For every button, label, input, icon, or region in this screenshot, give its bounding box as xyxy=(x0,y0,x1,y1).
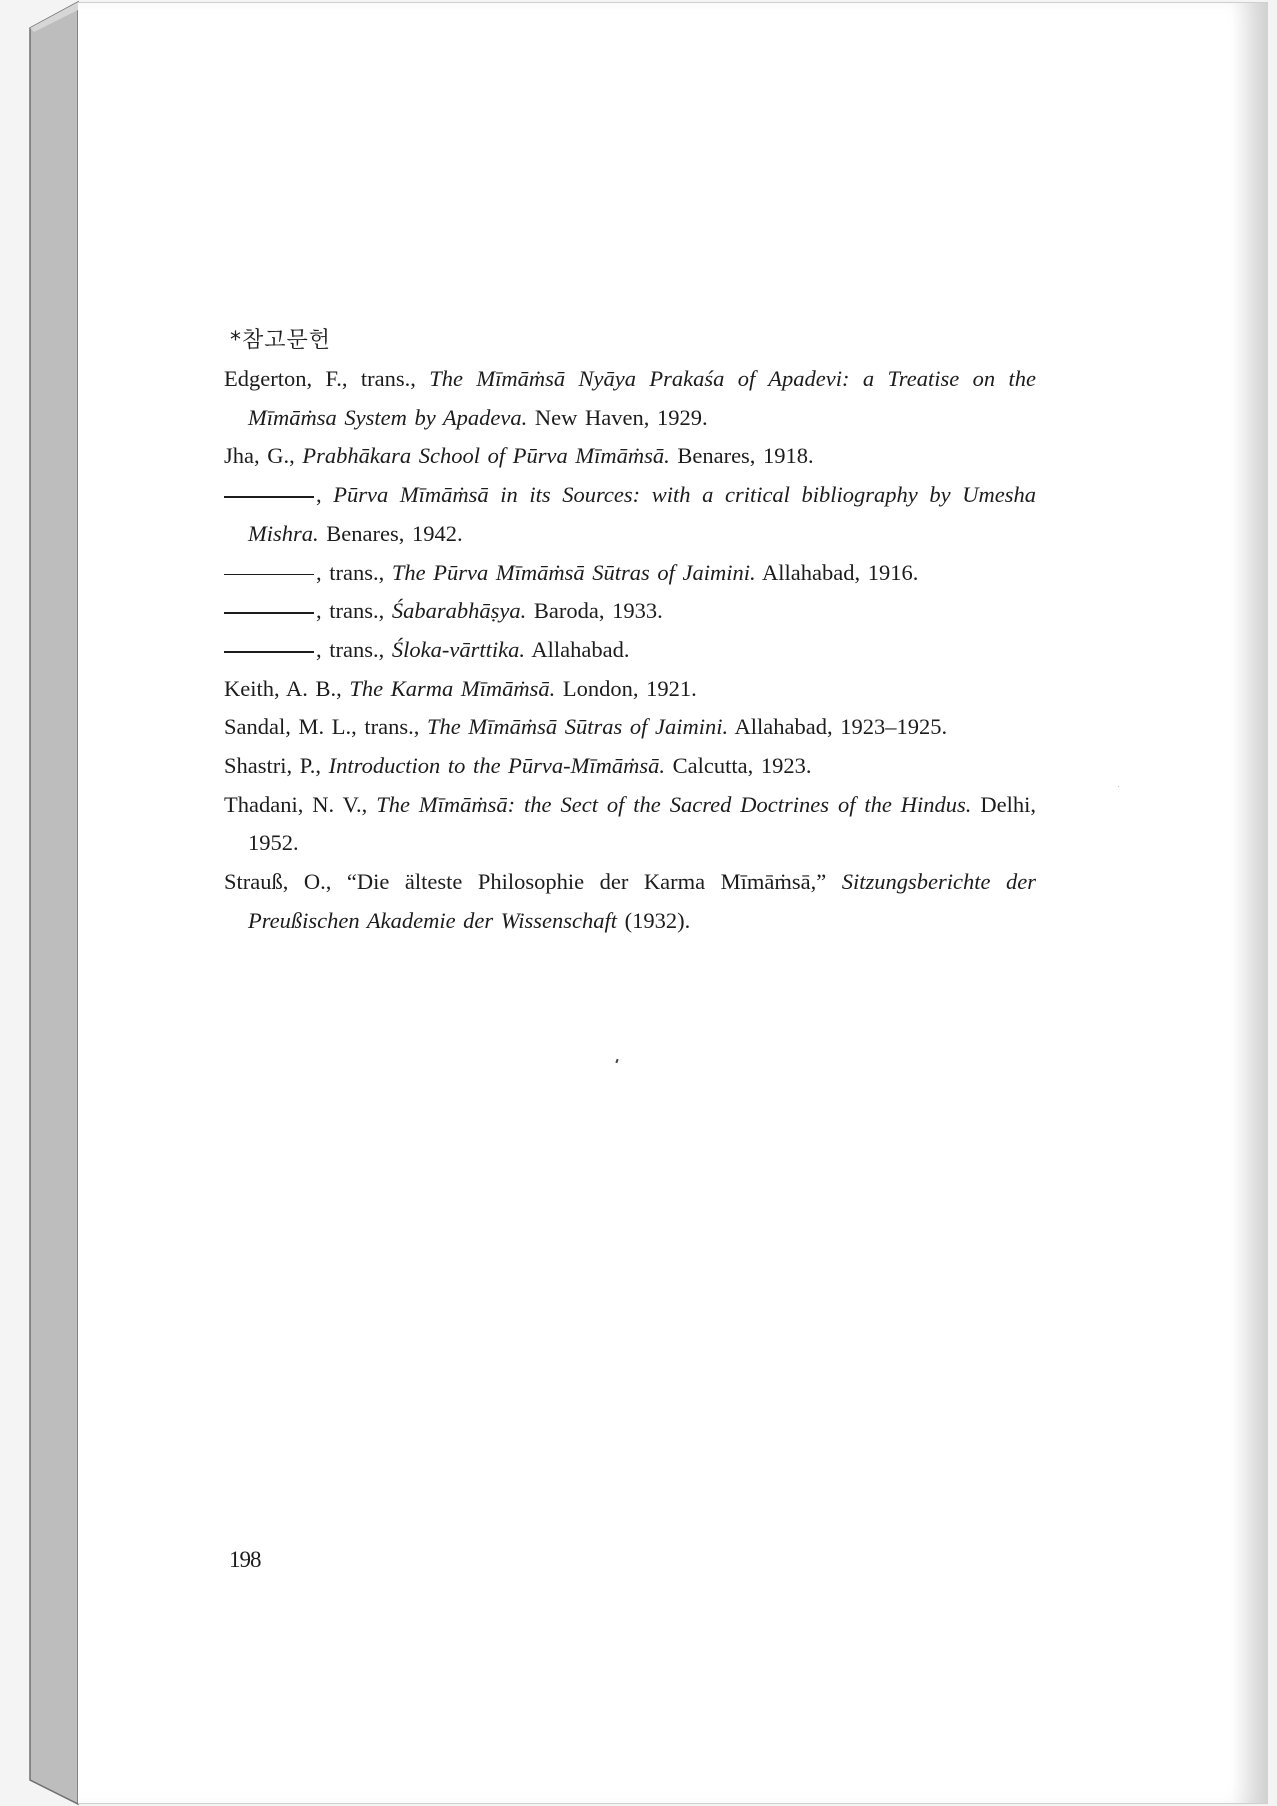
section-heading: *참고문헌 xyxy=(230,328,332,353)
bibliography-entry: Sandal, M. L., trans., The Mīmāṁsā Sūtras of Jaimini. Allahabad, 1923–1925. xyxy=(224,714,948,740)
bibliography-entry: Keith, A. B., The Karma Mīmāṁsā. London, 1921. xyxy=(224,675,697,701)
bibliography-section xyxy=(224,322,1036,941)
bibliography-entry: , trans., The Pūrva Mīmāṁsā Sūtras of Jaimini. Allahabad, 1916. xyxy=(224,554,1036,593)
bibliography-entry: , trans., Śloka-vārttika. Allahabad. xyxy=(224,631,1036,670)
bibliography-entry: Jha, G., Prabhākara School of Pūrva Mīmāṁsā. Benares, 1918. xyxy=(224,443,814,469)
bibliography-entry: Edgerton, F., trans., The Mīmāṁsā Nyāya Prakaśa of Apadevi: a Treatise on the Mīmāṁsa System by Apadeva. New Haven, 1929. xyxy=(224,366,1036,430)
ditto-dash xyxy=(224,612,314,614)
book-spine xyxy=(0,0,82,1806)
page-edge-shadow xyxy=(1232,3,1268,1803)
bibliography-entry: , Pūrva Mīmāṁsā in its Sources: with a critical bibliography by Umesha Mishra. Benares, 1942. xyxy=(224,476,1036,553)
ditto-dash xyxy=(224,574,314,576)
ditto-dash xyxy=(224,496,314,498)
bibliography-entry: Thadani, N. V., The Mīmāṁsā: the Sect of the Sacred Doctrines of the Hindus. Delhi, 1952. xyxy=(224,791,1036,856)
paper-speck xyxy=(1118,786,1119,787)
page-number: 198 xyxy=(229,1547,261,1572)
ditto-dash xyxy=(224,651,314,653)
bibliography-entry: Strauß, O., “Die älteste Philosophie der Karma Mīmāṁsā,” Sitzungsberichte der Preußischen Akademie der Wissenschaft (1932). xyxy=(224,869,1036,933)
bibliography-entry: , trans., Śabarabhāṣya. Baroda, 1933. xyxy=(224,592,1036,631)
bibliography-entry: Shastri, P., Introduction to the Pūrva-Mīmāṁsā. Calcutta, 1923. xyxy=(224,753,812,779)
